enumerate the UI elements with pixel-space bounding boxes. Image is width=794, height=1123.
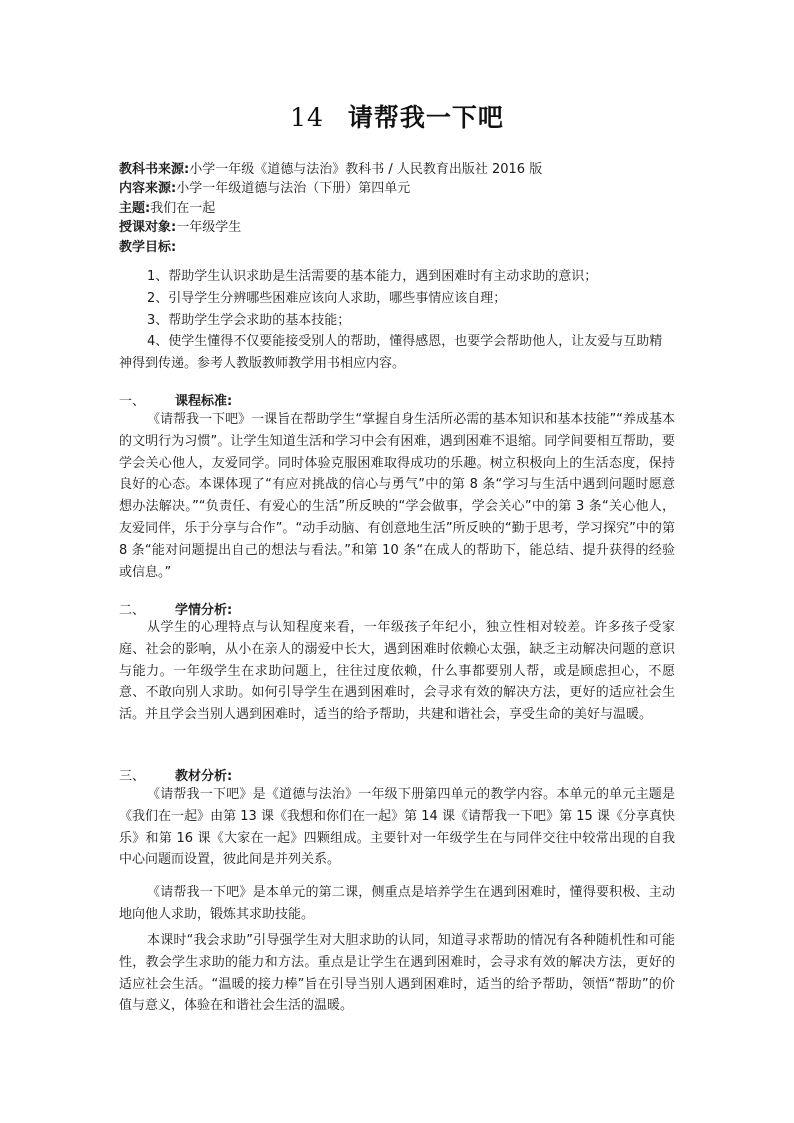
- meta-value: 一年级学生: [176, 220, 242, 236]
- lesson-meta: [119, 160, 679, 257]
- meta-label: 教学目标:: [119, 239, 177, 255]
- paragraph-student-analysis: 从学生的心理特点与认知程度来看，一年级孩子年纪小，独立性相对较差。许多孩子受家庭、社会的影响，从小在亲人的溺爱中长大，遇到困难时依赖心太强，缺乏主动解决问题的意识与能力。一年级学生在求助问题上，往往过度依赖，什么事都要别人帮，或是顾虑担心，不愿意、不敢向别人求助。如何引导学生在遇到困难时，会寻求有效的解决方法，更好的适应社会生活。并且学会当别人遇到困难时，适当的给予帮助，共建和谐社会，享受生命的美好与温暖。: [119, 620, 675, 723]
- goal-item: 4、使学生懂得不仅要能接受别人的帮助，懂得感恩，也要学会帮助他人，让友爱与互助精神得到传递。参考人教版教师教学用书相应内容。: [119, 334, 663, 372]
- lesson-number: 14: [290, 103, 324, 132]
- meta-source-book: [119, 160, 679, 179]
- paragraph-material-analysis-2: 《请帮我一下吧》是本单元的第二课，侧重点是培养学生在遇到困难时，懂得要积极、主动地向他人求助，锻炼其求助技能。: [119, 885, 675, 922]
- section-number: 二、: [119, 603, 146, 618]
- meta-label: 授课对象:: [119, 220, 177, 236]
- goals-list: [119, 266, 675, 375]
- meta-value: 小学一年级道德与法治（下册）第四单元: [176, 181, 411, 197]
- meta-value: 我们在一起: [150, 200, 216, 216]
- paragraph-material-analysis-1: 《请帮我一下吧》是《道德与法治》一年级下册第四单元的教学内容。本单元的单元主题是《我们在一起》由第 13 课《我想和你们在一起》第 14 课《请帮我一下吧》第 15 课《分享真快乐》和第 16 课《大家在一起》四颗组成。主要针对一年级学生在与同伴交往中较常出现的自我中心问题而设置，彼此间是并列关系。: [119, 787, 675, 868]
- meta-label: 主题:: [119, 200, 151, 216]
- section-heading-curriculum: [119, 390, 232, 409]
- goal-item: 1、帮助学生认识求助是生活需要的基本能力，遇到困难时有主动求助的意识；: [147, 269, 598, 284]
- paragraph-material-analysis-3: 本课时“我会求助”引导强学生对大胆求助的认同，知道寻求帮助的情况有各种随机性和可能性，教会学生求助的能力和方法。重点是让学生在遇到困难时，会寻求有效的解决方法，更好的适应社会生活。“温暖的接力棒”旨在引导当别人遇到困难时，适当的给予帮助，领悟“帮助”的价值与意义，体验在和谐社会生活的温暖。: [119, 933, 675, 1014]
- section-title: 学情分析:: [175, 603, 233, 618]
- meta-label: 教科书来源:: [119, 162, 190, 177]
- meta-goals-heading: [119, 238, 679, 257]
- meta-theme: [119, 199, 679, 218]
- meta-content-source: [119, 179, 679, 198]
- page-title: [0, 98, 794, 134]
- lesson-title: 请帮我一下吧: [347, 103, 504, 132]
- goal-item: 2、引导学生分辨哪些困难应该向人求助，哪些事情应该自理；: [147, 290, 507, 306]
- meta-value: 小学一年级《道德与法治》教科书 / 人民教育出版社 2016 版: [189, 162, 543, 177]
- goal-item: 3、帮助学生学会求助的基本技能；: [147, 312, 351, 328]
- meta-label: 内容来源:: [119, 181, 177, 197]
- section-heading-material-analysis: [119, 765, 232, 784]
- section-number: 一、: [119, 394, 146, 409]
- meta-audience: [119, 218, 679, 237]
- paragraph-curriculum: 《请帮我一下吧》一课旨在帮助学生“掌握自身生活所必需的基本知识和基本技能”“养成基本的文明行为习惯”。让学生知道生活和学习中会有困难，遇到困难不退缩。同学间要相互帮助，要学会关心他人，友爱同学。同时体验克服困难取得成功的乐趣。树立积极向上的生活态度，保持良好的心态。本课体现了“有应对挑战的信心与勇气”中的第 8 条“学习与生活中遇到问题时愿意想办法解决。”“负责任、有爱心的生活”所反映的“学会做事，学会关心”中的第 3 条“关心他人，友爱同伴，乐于分享与合作”。“动手动脑、有创意地生活”所反映的“勤于思考，学习探究”中的第 8 条“能对问题提出自己的想法与看法。”和第 10 条“在成人的帮助下，能总结、提升获得的经验或信息。”: [119, 412, 675, 580]
- section-heading-student-analysis: [119, 599, 232, 618]
- section-title: 教材分析:: [175, 769, 233, 784]
- section-number: 三、: [119, 769, 146, 784]
- section-title: 课程标准:: [175, 394, 233, 409]
